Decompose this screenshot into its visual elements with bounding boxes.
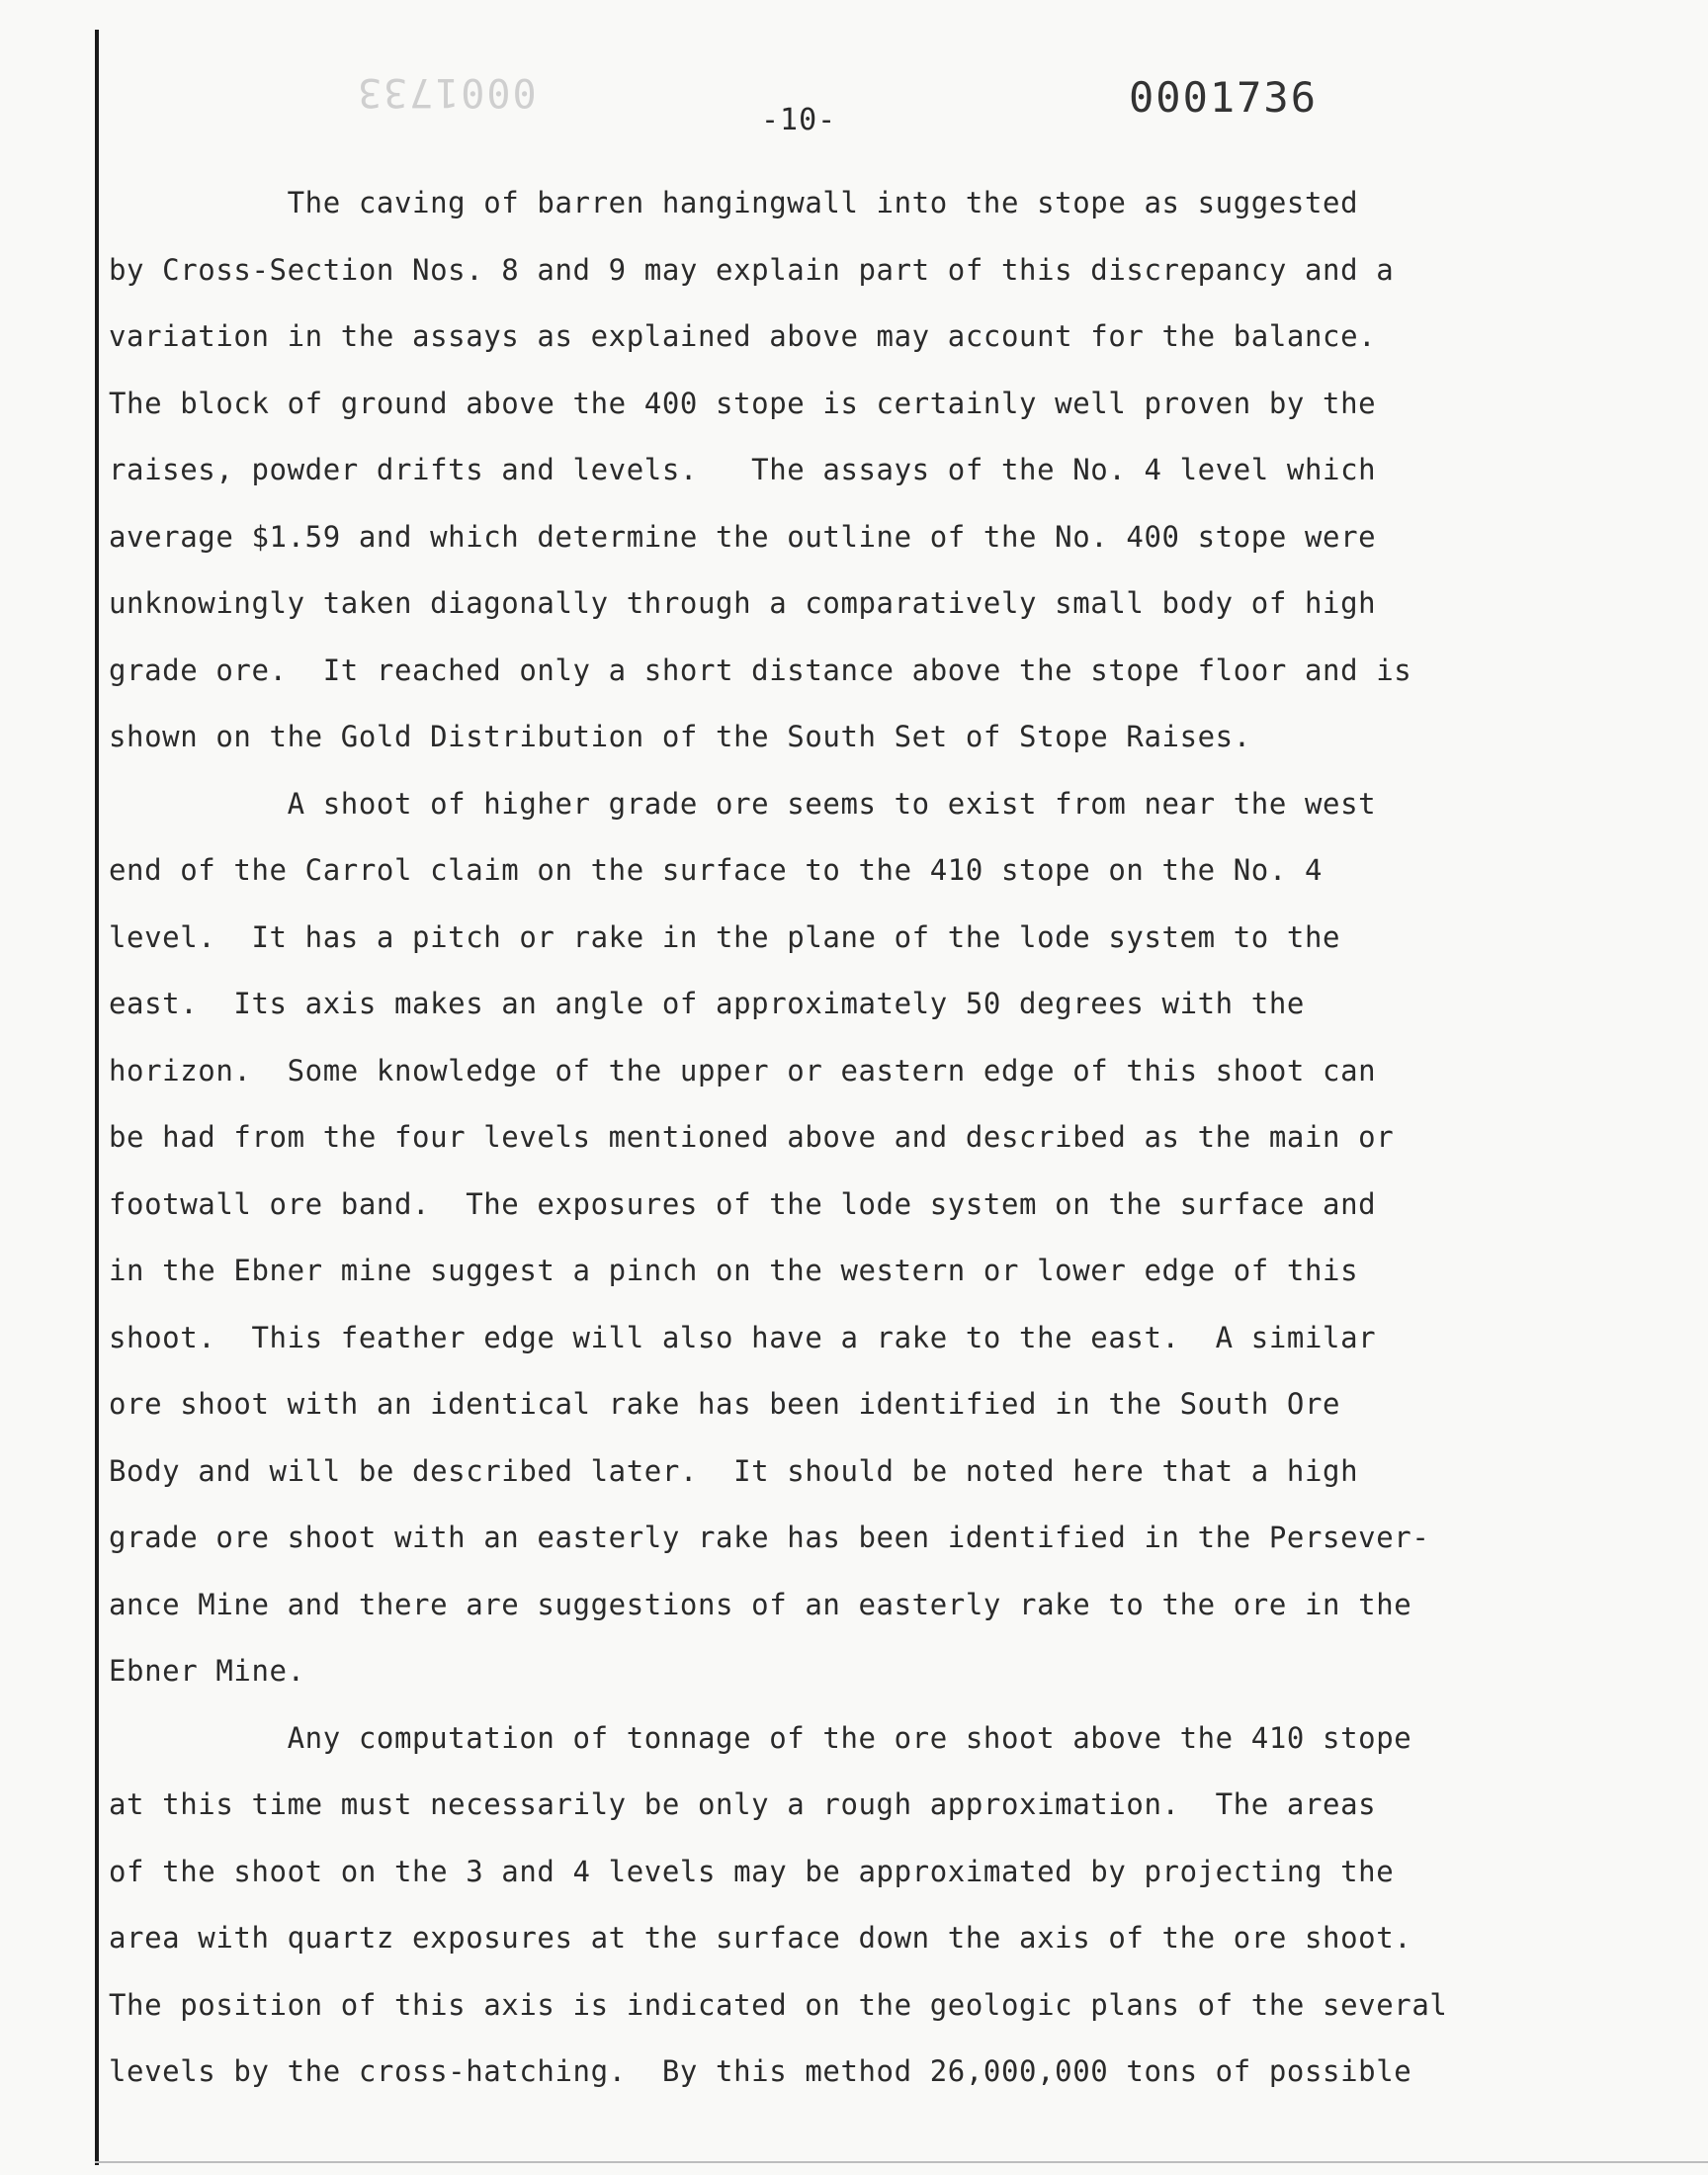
body-text (109, 170, 1611, 2106)
document-id-stamp: 0001736 (1129, 73, 1319, 122)
page-number: -10- (761, 103, 837, 137)
text-line: unknowingly taken diagonally through a comparatively small body of high (109, 586, 1377, 620)
text-line: ance Mine and there are suggestions of an easterly rake to the ore in the (109, 1587, 1412, 1621)
text-line: in the Ebner mine suggest a pinch on the western or lower edge of this (109, 1254, 1359, 1287)
text-line: by Cross-Section Nos. 8 and 9 may explain part of this discrepancy and a (109, 252, 1395, 287)
text-line: variation in the assays as explained above may account for the balance. (109, 319, 1377, 353)
left-margin-rule (95, 30, 99, 2165)
text-line: east. Its axis makes an angle of approximately 50 degrees with the (109, 987, 1305, 1020)
text-line: ore shoot with an identical rake has been identified in the South Ore (109, 1387, 1341, 1421)
text-line: end of the Carrol claim on the surface to the 410 stope on the No. 4 (109, 853, 1324, 887)
text-line: Any computation of tonnage of the ore shoot above the 410 stope (109, 1720, 1412, 1755)
text-line: horizon. Some knowledge of the upper or eastern edge of this shoot can (109, 1053, 1377, 1088)
text-line: level. It has a pitch or rake in the plane of the lode system to the (109, 919, 1341, 954)
text-line: grade ore shoot with an easterly rake has been identified in the Persever- (109, 1521, 1430, 1554)
text-line: Body and will be described later. It should be noted here that a high (109, 1453, 1359, 1488)
text-line: shoot. This feather edge will also have a rake to the east. A similar (109, 1320, 1377, 1354)
text-line: A shoot of higher grade ore seems to exist from near the west (109, 786, 1377, 821)
text-line: area with quartz exposures at the surface down the axis of the ore shoot. (109, 1921, 1412, 1955)
text-line: average $1.59 and which determine the outline of the No. 400 stope were (109, 519, 1377, 554)
text-line: levels by the cross-hatching. By this method 26,000,000 tons of possible (109, 2054, 1412, 2088)
text-line: be had from the four levels mentioned above and described as the main or (109, 1120, 1395, 1154)
text-line: The caving of barren hangingwall into the stope as suggested (109, 186, 1359, 219)
text-line: raises, powder drifts and levels. The assays of the No. 4 level which (109, 453, 1377, 486)
text-line: footwall ore band. The exposures of the lode system on the surface and (109, 1186, 1377, 1221)
text-line: Ebner Mine. (109, 1654, 305, 1688)
text-line: shown on the Gold Distribution of the South Set of Stope Raises. (109, 720, 1251, 753)
text-line: The position of this axis is indicated on the geologic plans of the several (109, 1987, 1448, 2022)
text-line: of the shoot on the 3 and 4 levels may be approximated by projecting the (109, 1854, 1395, 1888)
text-line: The block of ground above the 400 stope is certainly well proven by the (109, 386, 1377, 420)
bottom-edge-rule (95, 2161, 1708, 2163)
text-line: at this time must necessarily be only a rough approximation. The areas (109, 1787, 1377, 1821)
bleed-through-document-id: 0001733 (356, 69, 537, 115)
text-line: grade ore. It reached only a short distance above the stope floor and is (109, 652, 1412, 687)
